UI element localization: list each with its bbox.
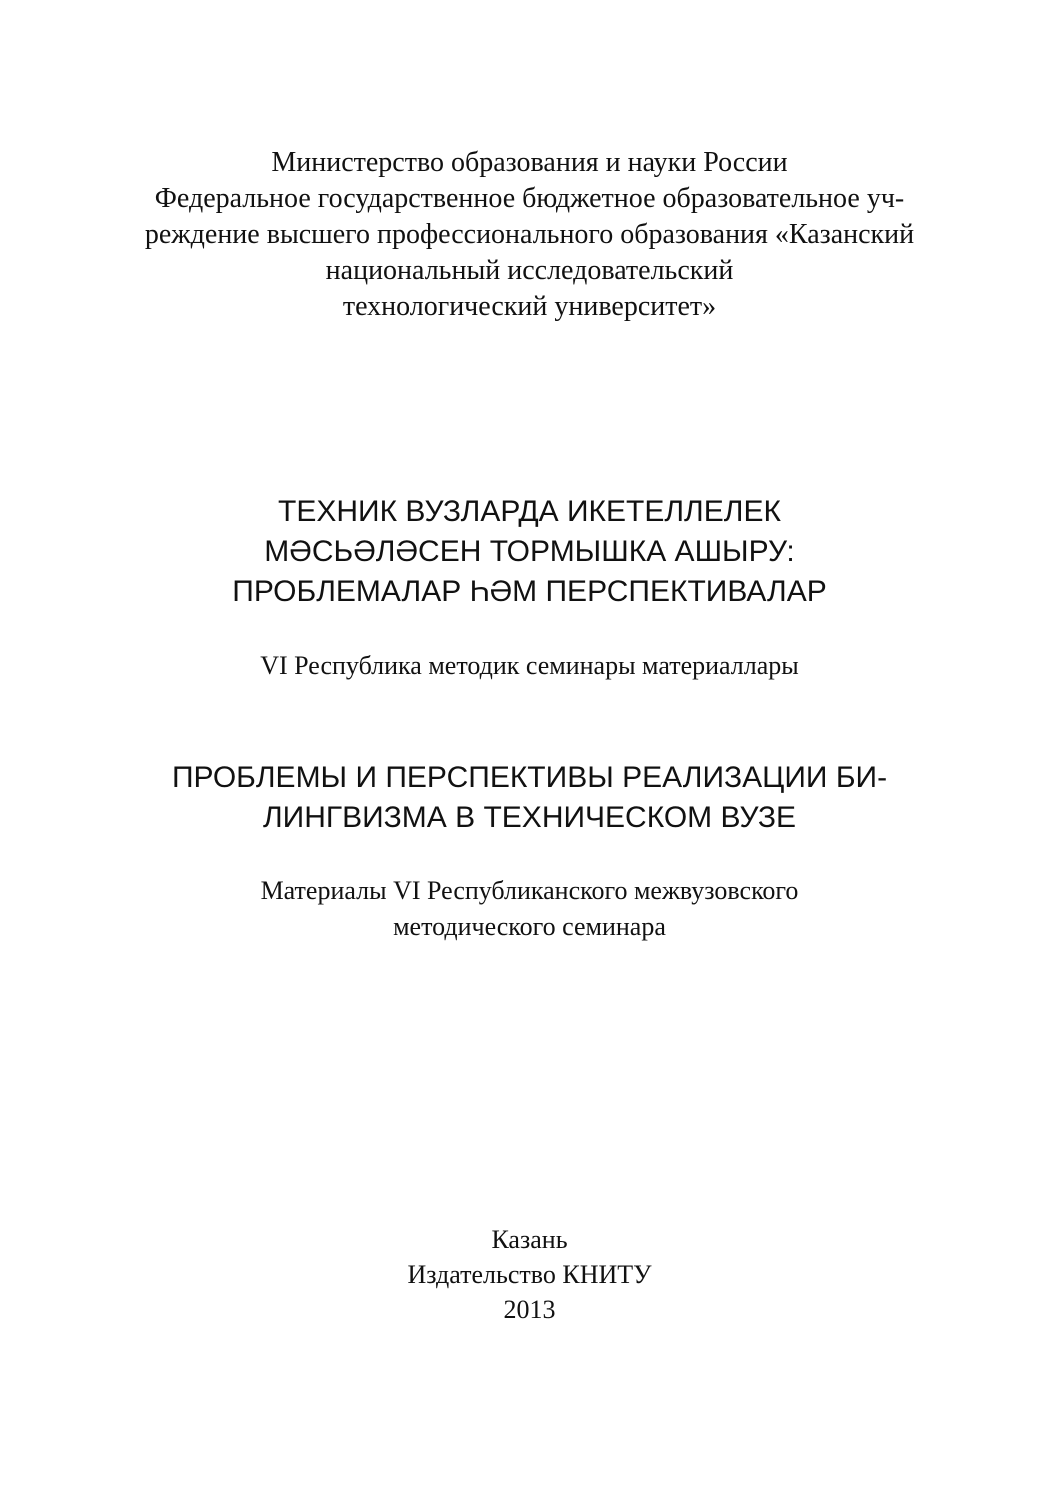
organization-line: Министерство образования и науки России: [271, 147, 788, 178]
imprint-publisher: Издательство КНИТУ: [407, 1260, 652, 1289]
organization-line: национальный исследовательский: [325, 255, 734, 286]
title-tatar: [0, 492, 1059, 612]
organization-block: [0, 145, 1059, 325]
title-russian: [0, 758, 1059, 838]
subtitle-russian-line: Материалы VI Республиканского межвузовского: [260, 876, 799, 905]
organization-line: технологический университет»: [342, 291, 717, 322]
subtitle-tatar-line: VI Республика методик семинары материаллары: [260, 651, 799, 680]
title-tatar-line: МӘСЬӘЛӘСЕН ТОРМЫШКА АШЫРУ:: [264, 535, 795, 568]
imprint-block: [0, 1222, 1059, 1327]
title-tatar-line: ПРОБЛЕМАЛАР ҺӘМ ПЕРСПЕКТИВАЛАР: [232, 575, 827, 608]
title-russian-line: ЛИНГВИЗМА В ТЕХНИЧЕСКОМ ВУЗЕ: [262, 801, 797, 834]
subtitle-tatar: [0, 650, 1059, 682]
imprint-year: 2013: [503, 1295, 556, 1324]
title-tatar-line: ТЕХНИК ВУЗЛАРДА ИКЕТЕЛЛЕЛЕК: [278, 495, 781, 528]
organization-line: реждение высшего профессионального образования «Казанский: [144, 219, 915, 250]
title-russian-line: ПРОБЛЕМЫ И ПЕРСПЕКТИВЫ РЕАЛИЗАЦИИ БИ-: [171, 761, 888, 794]
organization-line: Федеральное государственное бюджетное образовательное уч-: [154, 183, 905, 214]
subtitle-russian: [0, 873, 1059, 945]
subtitle-russian-line: методического семинара: [393, 912, 666, 941]
imprint-city: Казань: [491, 1225, 568, 1254]
